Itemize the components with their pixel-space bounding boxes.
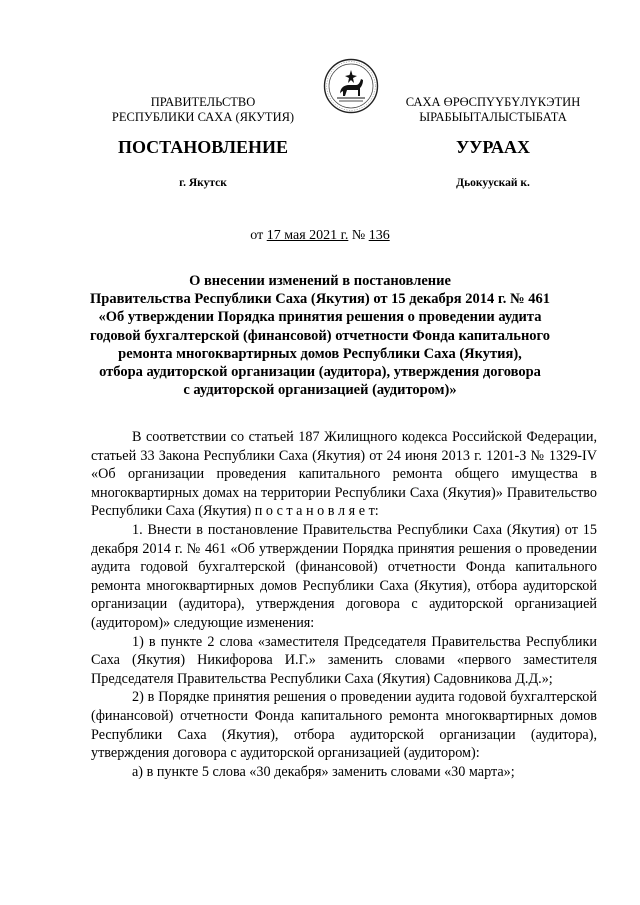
issuer-yakut-line-2: ЫРАБЫЫТАЛЫСТЫБАТА bbox=[419, 110, 567, 124]
date-prefix: от bbox=[250, 228, 264, 243]
issuer-russian-line-1: ПРАВИТЕЛЬСТВО bbox=[150, 95, 256, 109]
coat-of-arms-icon bbox=[323, 58, 379, 114]
doc-type-yakut: УУРААХ bbox=[455, 137, 531, 157]
preamble-paragraph: В соответствии со статьей 187 Жилищного кодекса Российской Федерации, статьей 33 Закона Республики Саха (Якутия) от 24 июня 2013 г. 1201-З № 1329-IV «Об организации проведения капитального ремонта общего имущества в многоквартирных домах на территории Республики Саха (Якутия)» Правительство Республики Саха (Якутия) п о с т а н о в л я е т: bbox=[91, 429, 597, 520]
issuer-yakut bbox=[390, 95, 596, 125]
city-yakut: Дьокуускай к. bbox=[456, 177, 530, 189]
subitem-1-paragraph: 1) в пункте 2 слова «заместителя Председателя Правительства Республики Саха (Якутия) Никифорова И.Г.» заменить словами «первого заместителя Председателя Правительства Республики Саха (Якутия) Садовникова Д.Д.»; bbox=[91, 633, 597, 687]
title-line-7: с аудиторской организацией (аудитором)» bbox=[183, 382, 457, 399]
decree-title bbox=[70, 272, 570, 399]
issuer-russian bbox=[92, 95, 314, 125]
decree-number: 136 bbox=[368, 228, 390, 243]
number-sign: № bbox=[351, 228, 366, 243]
issuer-yakut-line-1: САХА ӨРӨСПҮҮБҮЛҮКЭТИН bbox=[405, 95, 581, 109]
subitem-a-paragraph: а) в пункте 5 слова «30 декабря» заменить словами «30 марта»; bbox=[132, 763, 515, 780]
issuer-russian-line-2: РЕСПУБЛИКИ САХА (ЯКУТИЯ) bbox=[111, 110, 295, 124]
title-line-3: «Об утверждении Порядка принятия решения о проведении аудита bbox=[98, 309, 542, 326]
city-russian: г. Якутск bbox=[179, 177, 227, 189]
title-line-6: отбора аудиторской организации (аудитора), утверждения договора bbox=[99, 364, 541, 381]
title-line-2: Правительства Республики Саха (Якутия) от 15 декабря 2014 г. № 461 bbox=[89, 291, 550, 308]
title-line-4: годовой бухгалтерской (финансовой) отчетности Фонда капитального bbox=[89, 327, 551, 344]
decree-date: 17 мая 2021 г. bbox=[266, 228, 349, 243]
title-line-1: О внесении изменений в постановление bbox=[189, 273, 451, 289]
item-1-paragraph: 1. Внести в постановление Правительства Республики Саха (Якутия) от 15 декабря 2014 г. № 461 «Об утверждении Порядка принятия решения о проведении аудита годовой бухгалтерской (финансовой) отчетности Фонда капитального ремонта многоквартирных домов Республики Саха (Якутия), отбора аудиторской организации (аудитора), утверждения договора с аудиторской организацией (аудитором)» следующие изменения: bbox=[91, 521, 597, 631]
subitem-2-paragraph: 2) в Порядке принятия решения о проведении аудита годовой бухгалтерской (финансовой) отчетности Фонда капитального ремонта многоквартирных домов Республики Саха (Якутия), отбора аудиторской организации (аудитора), утверждения договора с аудиторской организацией (аудитором): bbox=[91, 689, 597, 762]
date-number-line bbox=[0, 228, 640, 244]
doc-type-russian: ПОСТАНОВЛЕНИЕ bbox=[117, 137, 289, 157]
decree-body bbox=[91, 428, 597, 781]
title-line-5: ремонта многоквартирных домов Республики Саха (Якутия), bbox=[118, 345, 522, 362]
